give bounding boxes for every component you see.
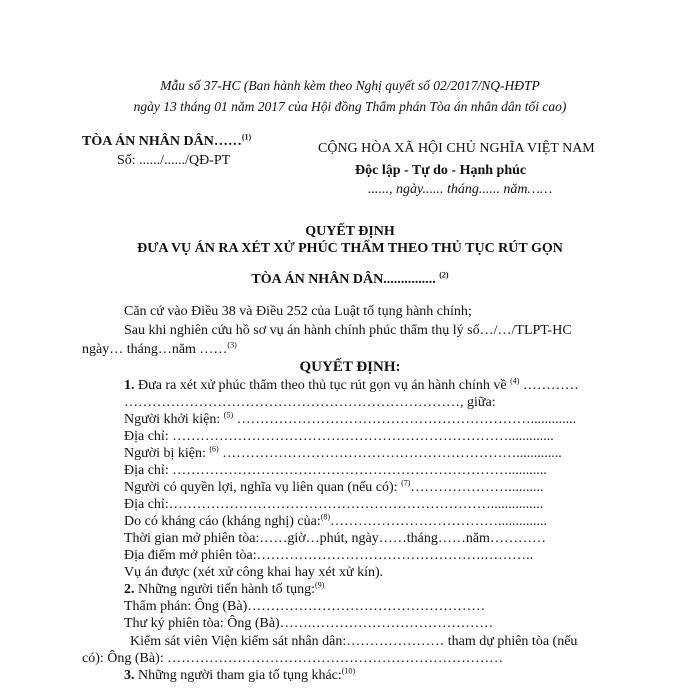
footnote-ref: (2) [439,270,449,280]
footnote-ref: (4) [510,376,520,386]
hearing-time-field: Thời gian mở phiên tòa:……giờ…phút, ngày……tháng……năm………… [124,531,546,546]
document-subtitle: ĐƯA VỤ ÁN RA XÉT XỬ PHÚC THẨM THEO THỦ TỤC RÚT GỌN [137,241,563,256]
review-statement: Sau khi nghiên cứu hồ sơ vụ án hành chính phúc thẩm thụ lý số…/…/TLPT-HC [124,323,572,338]
decision-number: Số: ....../....../QĐ-PT [117,153,231,168]
footnote-ref: (5) [223,410,234,420]
decision-heading: QUYẾT ĐỊNH: [299,359,401,375]
national-motto: Độc lập - Tự do - Hạnh phúc [355,163,527,178]
footnote-ref: (8) [320,512,331,522]
clerk-field: Thư ký phiên tòa: Ông (Bà)…….………………………………… [124,616,494,631]
footnote-ref: (10) [341,666,356,676]
court-name: TÒA ÁN NHÂN DÂN……$^{(1)}$ [82,132,252,149]
appeal-field: Do có kháng cáo (kháng nghị) của:$^{(8)}$……………………………….............. [124,512,548,529]
footnote-ref: (7) [401,478,411,488]
footnote-ref: (1) [241,132,252,142]
footnote-ref: (3) [227,340,237,350]
item-1-continuation: ………………………………………………………………, giữa: [124,395,496,410]
plaintiff-address-field: Địa chỉ: ………………………………………………………………............. [124,429,554,444]
hearing-type: Vụ án được (xét xử công khai hay xét xử kín). [124,565,384,580]
footnote-ref: (6) [209,444,219,454]
item-2-line: 2. Những người tiến hành tố tụng:$^{(9)}$ [124,580,325,597]
document-title: QUYẾT ĐỊNH [305,224,395,239]
plaintiff-field: Người khởi kiện: $^{(5)}$ ………………………………………………………............. [124,410,577,427]
defendant-address-field: Địa chỉ: ………………………………………………………………........... [124,463,547,478]
defendant-field: Người bị kiện: $^{(6)}$ ………………………………………………………............. [124,444,562,461]
footnote-ref: (9) [314,580,325,590]
related-party-address-field: Địa chỉ:……………………………………………………………............... [124,497,544,512]
place-date: ......, ngày...... tháng...... năm…… [368,182,553,197]
nation-name: CỘNG HÒA XÃ HỘI CHỦ NGHĨA VIỆT NAM [318,141,595,156]
related-party-field: Người có quyền lợi, nghĩa vụ liên quan (nếu có): $^{(7)}$………………….......... [124,478,544,495]
form-reference-line1: Mẫu số 37-HC (Ban hành kèm theo Nghị quyết số 02/2017/NQ-HĐTP [160,78,540,93]
review-date: ngày… tháng…năm ……$^{(3)}$ [82,340,237,357]
legal-basis: Căn cứ vào Điều 38 và Điều 252 của Luật tố tụng hành chính; [124,304,472,319]
prosecutor-field: Kiểm sát viên Viện kiểm sát nhân dân:………………… tham dự phiên tòa (nếu [130,634,578,649]
judge-field: Thẩm phán: Ông (Bà)…………………………………………… [124,599,486,614]
form-reference-line2: ngày 13 tháng 01 năm 2017 của Hội đồng Thẩm phán Tòa án nhân dân tối cao) [133,99,567,114]
item-3-line: 3. Những người tham gia tố tụng khác:$^{(10)}$ [124,666,356,683]
prosecutor-continuation: có): Ông (Bà): ……………………………………………………………… [82,651,504,666]
issuing-court: TÒA ÁN NHÂN DÂN............... $^{(2)}$ [251,270,449,287]
hearing-place-field: Địa điểm mở phiên tòa:………………………………………….……….. [124,548,534,563]
item-1-line: 1. Đưa ra xét xử phúc thẩm theo thủ tục rút gọn vụ án hành chính về $^{(4)}$ ………… [124,376,579,393]
